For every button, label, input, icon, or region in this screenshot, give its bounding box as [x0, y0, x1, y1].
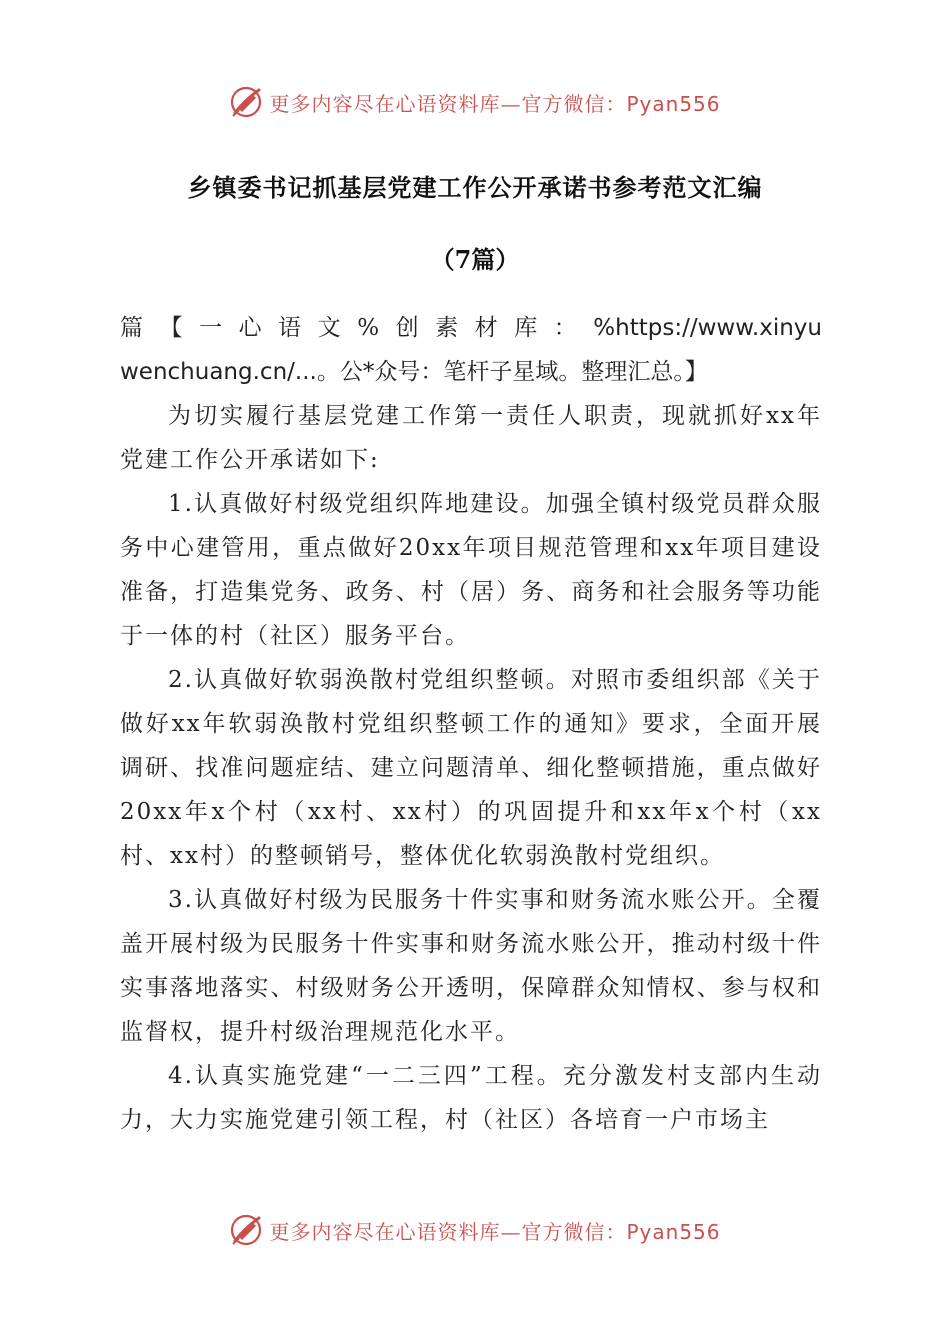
document-subtitle: （7篇）: [430, 245, 520, 274]
source-url: %https://www.xinyuwenchuang.cn/...: [120, 315, 822, 385]
paragraph-item-2: 2.认真做好软弱涣散村党组织整顿。对照市委组织部《关于做好xx年软弱涣散村党组织整顿工作的通知》要求，全面开展调研、找准问题症结、建立问题清单、细化整顿措施，重点做好20xx年x个村（xx村、xx村）的巩固提升和xx年x个村（xx村、xx村）的整顿销号，整体优化软弱涣散村党组织。: [120, 667, 822, 869]
pen-logo-icon: [229, 85, 263, 119]
source-note: 篇【一心语文%创素材库：%https://www.xinyuwenchuang.cn/...。公*众号：笔杆子星域。整理汇总。】: [120, 315, 822, 385]
paragraph-intro: 为切实履行基层党建工作第一责任人职责，现就抓好xx年党建工作公开承诺如下:: [120, 403, 822, 473]
pen-logo-icon: [229, 1213, 263, 1247]
paragraph-item-3: 3.认真做好村级为民服务十件实事和财务流水账公开。全覆盖开展村级为民服务十件实事和财务流水账公开，推动村级十件实事落地落实、村级财务公开透明，保障群众知情权、参与权和监督权，提升村级治理规范化水平。: [120, 887, 822, 1045]
paragraph-item-1: 1.认真做好村级党组织阵地建设。加强全镇村级党员群众服务中心建管用，重点做好20xx年项目规范管理和xx年项目建设准备，打造集党务、政务、村（居）务、商务和社会服务等功能于一体的村（社区）服务平台。: [120, 491, 822, 649]
document-title: 乡镇委书记抓基层党建工作公开承诺书参考范文汇编: [187, 173, 763, 202]
document-body: [120, 306, 822, 1142]
watermark-text: 更多内容尽在心语资料库—官方微信：Pyan556: [269, 91, 721, 116]
watermark-text: 更多内容尽在心语资料库—官方微信：Pyan556: [269, 1219, 721, 1244]
paragraph-item-4: 4.认真实施党建“一二三四”工程。充分激发村支部内生动力，大力实施党建引领工程，村（社区）各培育一户市场主: [120, 1063, 822, 1133]
header-watermark-banner: [0, 82, 950, 122]
footer-watermark-banner: [0, 1210, 950, 1250]
